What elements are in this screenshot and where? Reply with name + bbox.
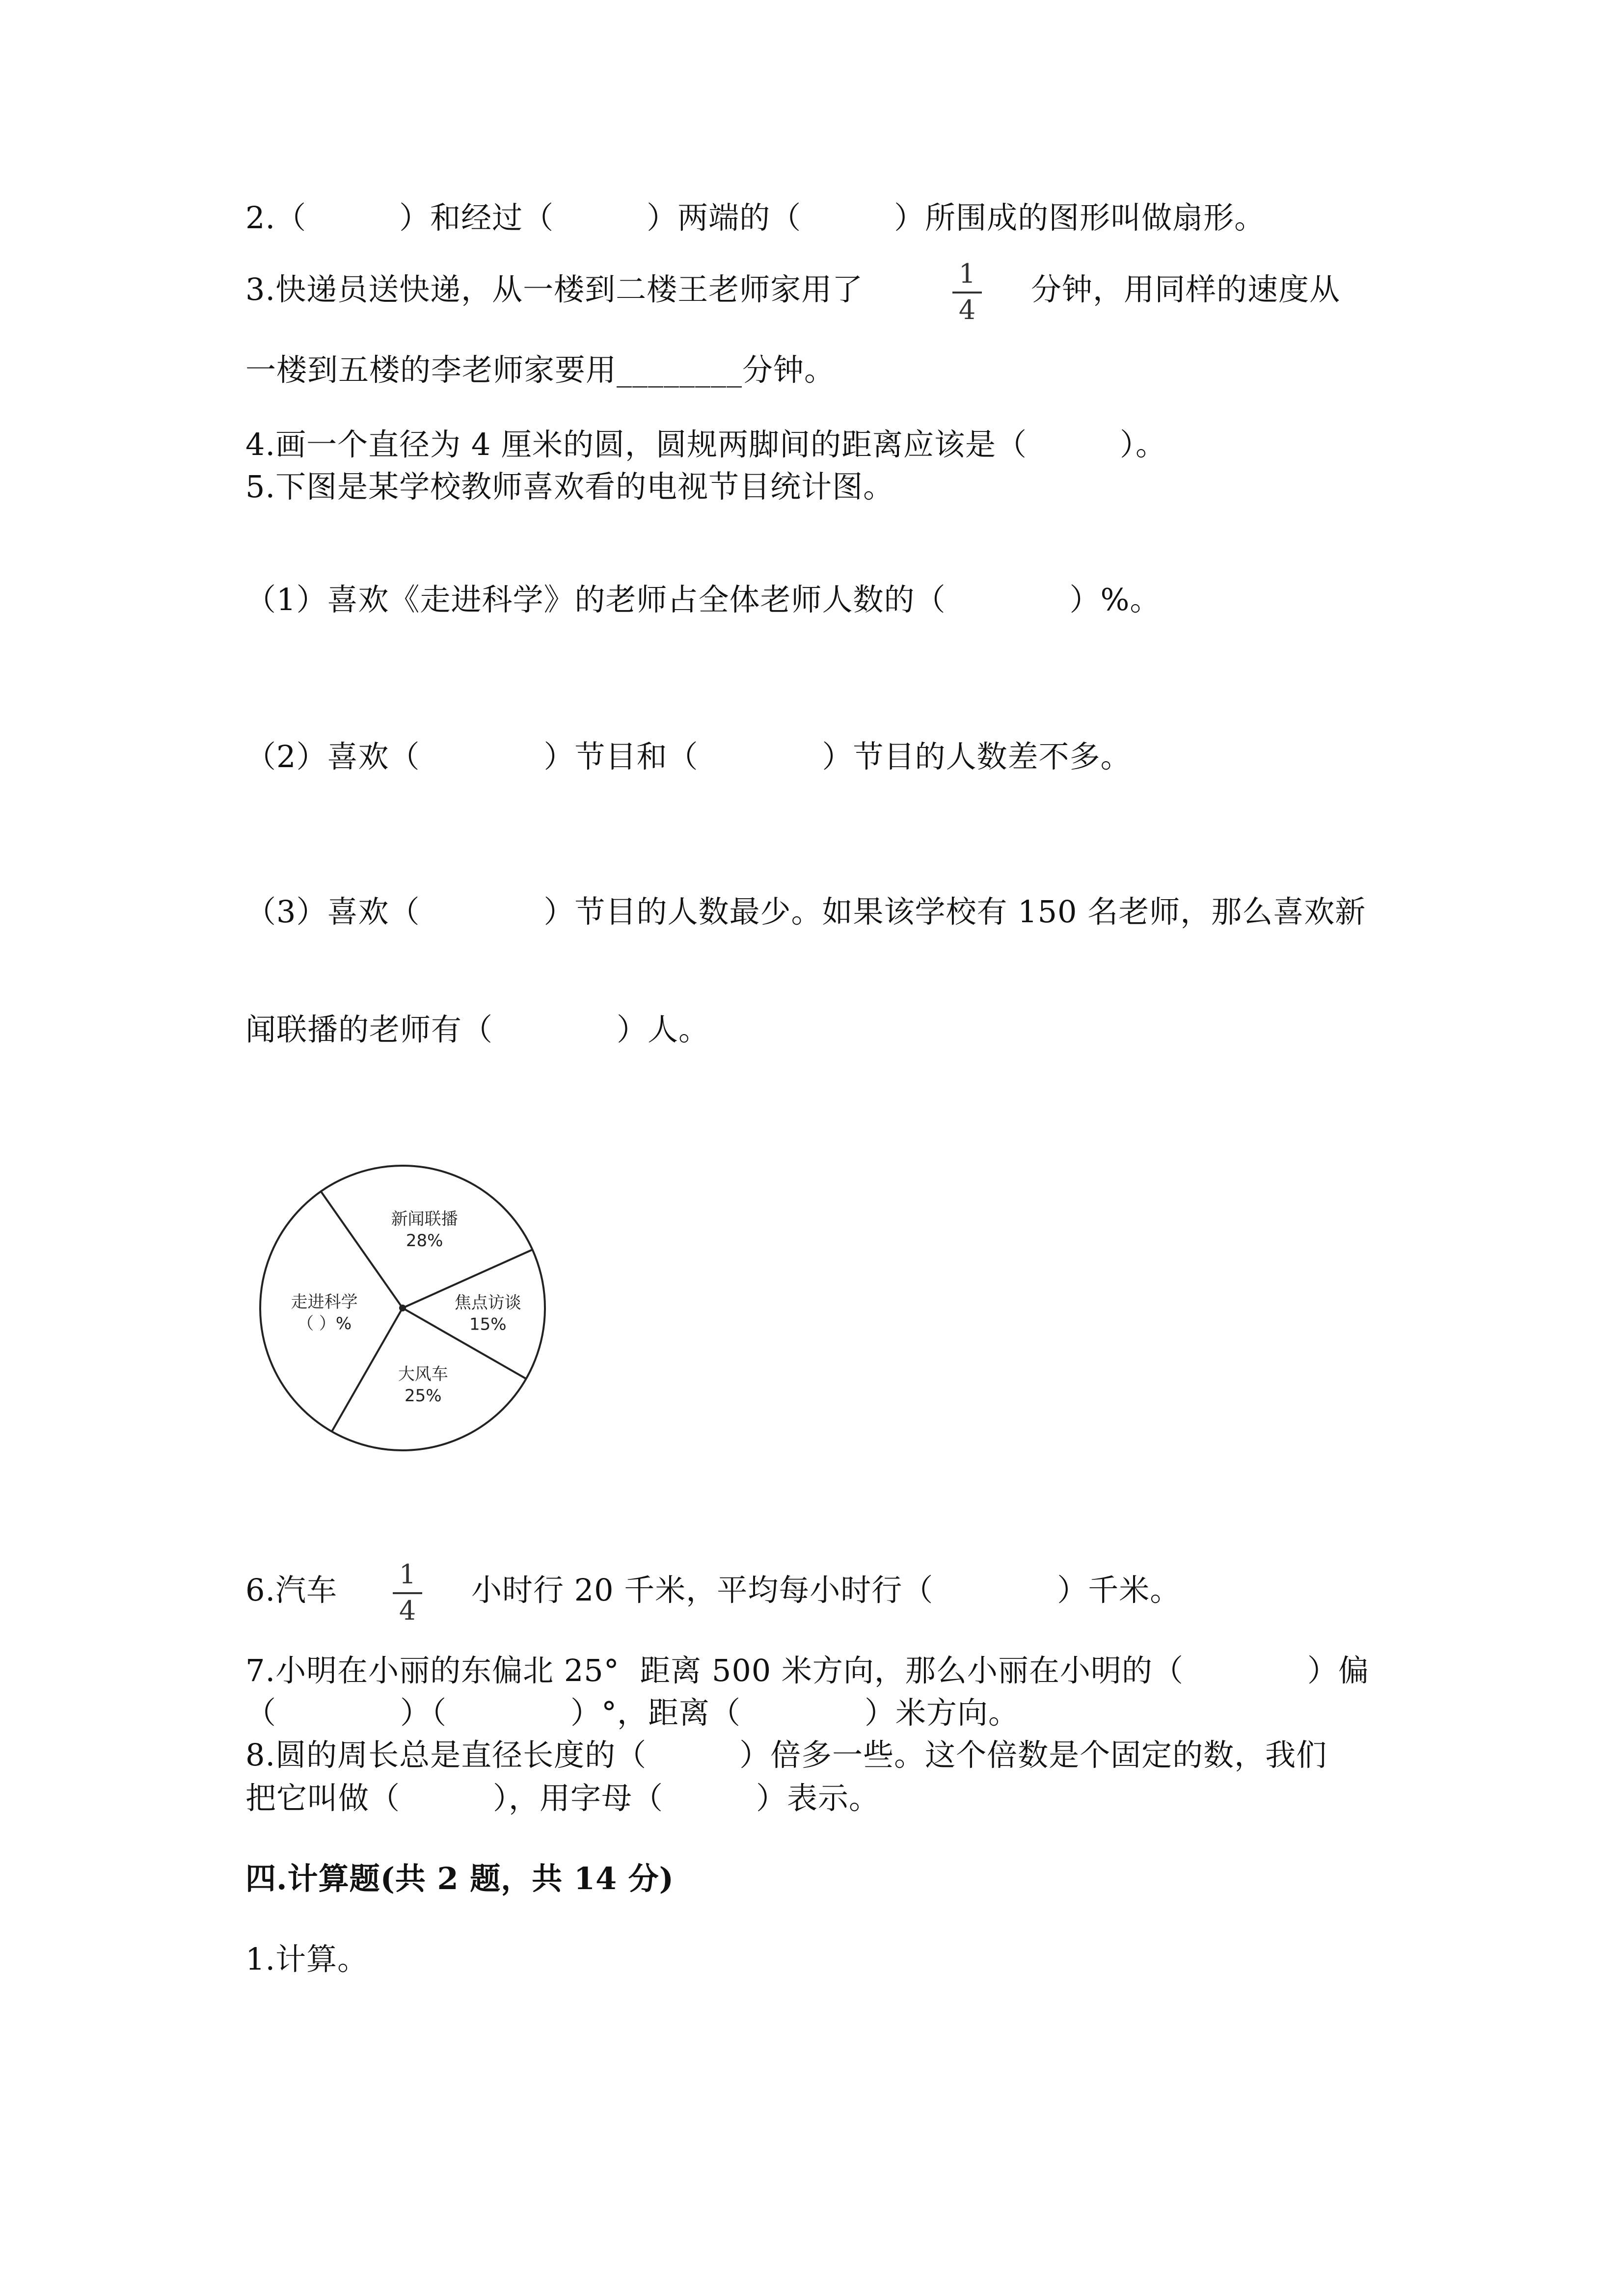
question-6-part-1: 6.汽车 xyxy=(245,1572,338,1608)
section-4-heading: 四.计算题(共 2 题，共 14 分) xyxy=(245,1861,675,1896)
fraction-denominator: 4 xyxy=(399,1595,416,1626)
pie-slice-value: （ ）% xyxy=(297,1314,352,1334)
question-6-fraction xyxy=(393,1560,422,1626)
fraction-numerator: 1 xyxy=(393,1560,422,1594)
question-6-part-2: 小时行 20 千米，平均每小时行（ ）千米。 xyxy=(471,1572,1181,1608)
fraction-numerator: 1 xyxy=(952,259,982,294)
pie-slice-boundary xyxy=(321,1191,403,1308)
question-3-part-2: 分钟，用同样的速度从 xyxy=(1031,271,1341,307)
tv-program-pie-chart xyxy=(245,1163,560,1463)
question-7-line-1: 7.小明在小丽的东偏北 25° 距离 500 米方向，那么小丽在小明的（ ）偏 xyxy=(245,1653,1369,1688)
pie-slice-value: 28% xyxy=(406,1230,443,1251)
pie-slice-label: 大风车 xyxy=(398,1364,448,1384)
question-5: 5.下图是某学校教师喜欢看的电视节目统计图。 xyxy=(245,469,894,505)
question-5-sub-3-line-1: （3）喜欢（ ）节目的人数最少。如果该学校有 150 名老师，那么喜欢新 xyxy=(245,894,1366,930)
question-8-line-2: 把它叫做（ ），用字母（ ）表示。 xyxy=(245,1780,880,1816)
question-3-part-1: 3.快递员送快递，从一楼到二楼王老师家用了 xyxy=(245,271,864,307)
pie-slice-label: 新闻联播 xyxy=(391,1209,458,1229)
question-5-sub-3-line-2: 闻联播的老师有（ ）人。 xyxy=(245,1012,710,1047)
pie-slice-value: 25% xyxy=(405,1386,442,1406)
question-3-line-2: 一楼到五楼的李老师家要用________分钟。 xyxy=(245,352,836,388)
question-2: 2.（ ）和经过（ ）两端的（ ）所围成的图形叫做扇形。 xyxy=(245,200,1266,236)
section-4-question-1: 1.计算。 xyxy=(245,1941,369,1977)
pie-slice-value: 15% xyxy=(469,1314,507,1335)
pie-slice-label: 走进科学 xyxy=(291,1292,358,1312)
question-5-sub-1: （1）喜欢《走进科学》的老师占全体老师人数的（ ）%。 xyxy=(245,582,1161,617)
question-8-line-1: 8.圆的周长总是直径长度的（ ）倍多一些。这个倍数是个固定的数，我们 xyxy=(245,1737,1327,1773)
pie-center-dot xyxy=(399,1305,406,1311)
question-3-fraction xyxy=(952,259,982,325)
question-4: 4.画一个直径为 4 厘米的圆，圆规两脚间的距离应该是（ ）。 xyxy=(245,427,1167,462)
question-7-line-2: （ ）（ ）°，距离（ ）米方向。 xyxy=(245,1695,1020,1731)
question-5-sub-2: （2）喜欢（ ）节目和（ ）节目的人数差不多。 xyxy=(245,739,1132,774)
pie-slice-label: 焦点访谈 xyxy=(454,1293,521,1313)
fraction-denominator: 4 xyxy=(958,294,976,325)
